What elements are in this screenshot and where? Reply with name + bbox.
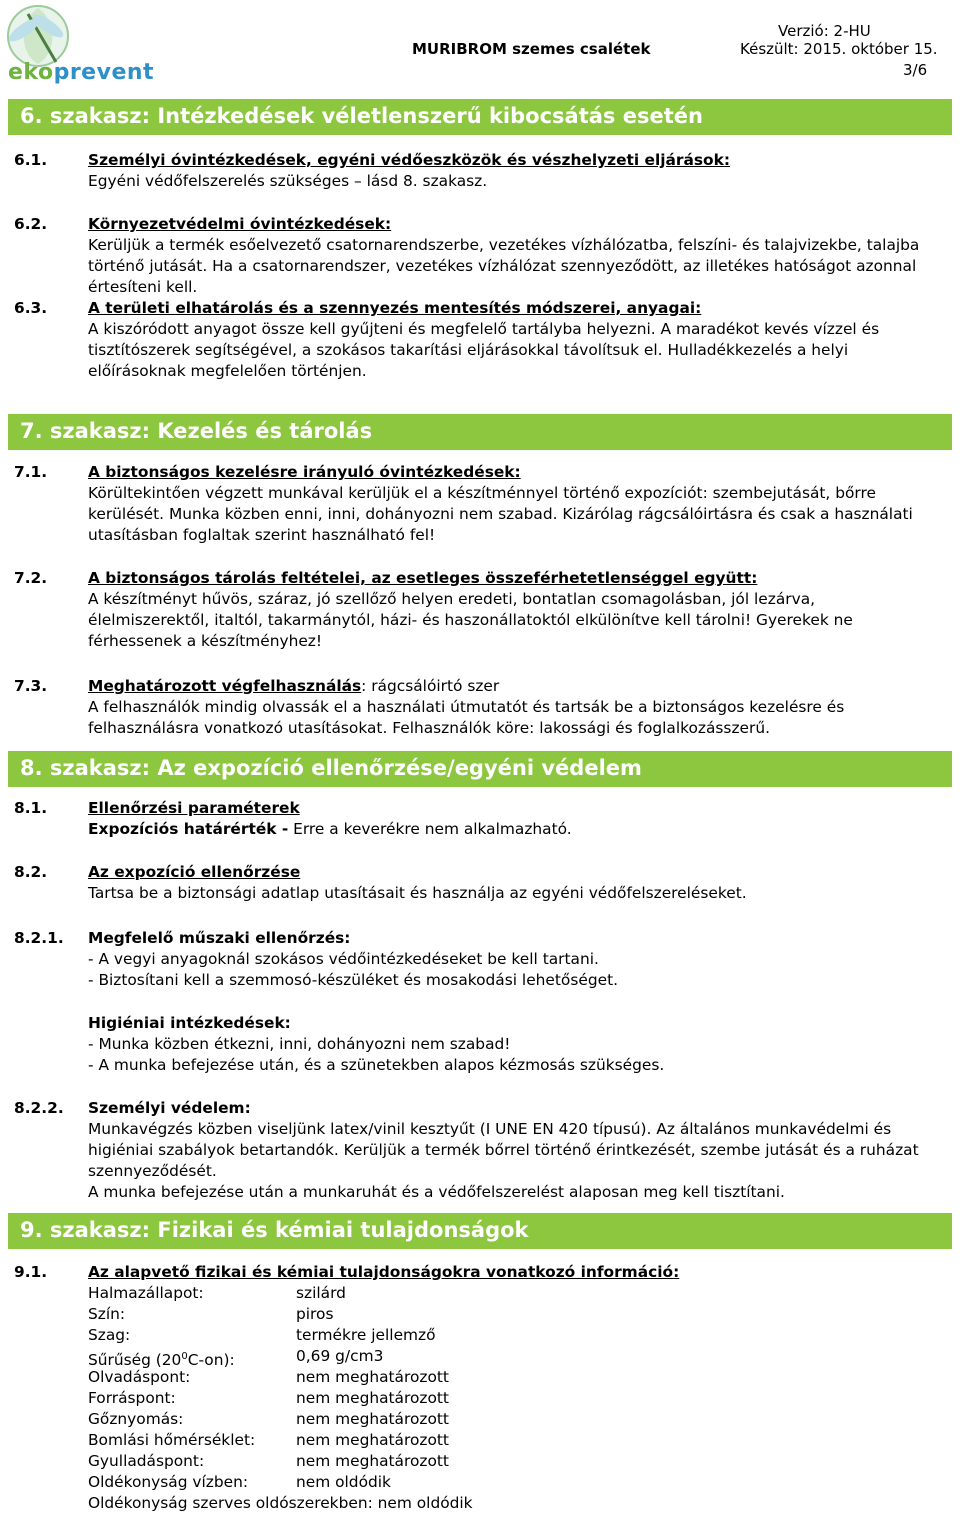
- prop-value: nem meghatározott: [296, 1389, 449, 1407]
- prop-value: szilárd: [296, 1284, 346, 1302]
- prop-value: nem meghatározott: [296, 1452, 449, 1470]
- logo: [0, 0, 170, 92]
- prop-value: 0,69 g/cm3: [296, 1347, 384, 1365]
- s72-line: A készítményt hűvös, száraz, jó szellőző helyen eredeti, bontatlan csomagolásban, jól lezárva,: [88, 590, 816, 608]
- s821-line: - Biztosítani kell a szemmosó-készüléket és mosakodási lehetőséget.: [88, 971, 618, 989]
- prop-label: Gőznyomás:: [88, 1410, 184, 1428]
- s71-line: Körültekintően végzett munkával kerüljük el a készítménnyel történő expozíciót: szembejutását, bőrre: [88, 484, 876, 502]
- s821-heading: Megfelelő műszaki ellenőrzés:: [88, 929, 351, 947]
- logo-text: ekoprevent: [8, 60, 155, 85]
- hygiene-heading: Higiéniai intézkedések:: [88, 1014, 291, 1032]
- prop-value: nem oldódik: [296, 1473, 391, 1491]
- section-9-title: 9. szakasz: Fizikai és kémiai tulajdonságok: [20, 1218, 529, 1242]
- section-8-title: 8. szakasz: Az expozíció ellenőrzése/egyéni védelem: [20, 756, 642, 780]
- s822-line: szennyeződését.: [88, 1162, 217, 1180]
- s61-heading: Személyi óvintézkedések, egyéni védőeszközök és vészhelyzeti eljárások:: [88, 151, 731, 169]
- s91-heading: Az alapvető fizikai és kémiai tulajdonságokra vonatkozó információ:: [88, 1263, 680, 1281]
- section-8-bar: [8, 751, 952, 787]
- s81-num: 8.1.: [14, 799, 48, 817]
- s822-line: higiéniai szabályok betartandók. Kerüljük a termék bőrrel történő érintkezését, szembe jutását és a ruházat: [88, 1141, 919, 1159]
- s71-line: utasításban foglaltak szerint használható fel!: [88, 526, 436, 544]
- prop-value: piros: [296, 1305, 334, 1323]
- s71-heading: A biztonságos kezelésre irányuló óvintézkedések:: [88, 463, 521, 481]
- s62-num: 6.2.: [14, 215, 48, 233]
- s73-line: felhasználásra vonatkozó utasításokat. Felhasználók köre: lakossági és foglalkozásszerű.: [88, 719, 770, 737]
- s62-line: Kerüljük a termék esőelvezető csatornarendszerbe, vezetékes vízhálózatba, felszíni- és talajvizekbe, talajba: [88, 236, 920, 254]
- prop-label: Szín:: [88, 1305, 126, 1323]
- s73-num: 7.3.: [14, 677, 48, 695]
- prop-label: Olvadáspont:: [88, 1368, 191, 1386]
- prop-value: nem meghatározott: [296, 1431, 449, 1449]
- s822-num: 8.2.2.: [14, 1099, 64, 1117]
- version: Verzió: 2-HU: [778, 22, 871, 40]
- hygiene-line: - Munka közben étkezni, inni, dohányozni nem szabad!: [88, 1035, 511, 1053]
- s822-heading: Személyi védelem:: [88, 1099, 251, 1117]
- hygiene-line: - A munka befejezése után, és a szünetekben alapos kézmosás szükséges.: [88, 1056, 665, 1074]
- s82-line: Tartsa be a biztonsági adatlap utasításait és használja az egyéni védőfelszereléseket.: [88, 884, 747, 902]
- s73-heading-rest: : rágcsálóirtó szer: [361, 677, 500, 695]
- prop-label: Szag:: [88, 1326, 131, 1344]
- page-number: 3/6: [903, 61, 928, 79]
- s61-num: 6.1.: [14, 151, 48, 169]
- s822-line: A munka befejezése után a munkaruhát és a védőfelszerelést alaposan meg kell tisztítani.: [88, 1183, 785, 1201]
- s62-heading: Környezetvédelmi óvintézkedések:: [88, 215, 392, 233]
- prop-value: termékre jellemző: [296, 1326, 436, 1344]
- prop-label: Halmazállapot:: [88, 1284, 204, 1302]
- s82-num: 8.2.: [14, 863, 48, 881]
- s822-line: Munkavégzés közben viseljünk latex/vinil kesztyűt (I UNE EN 420 típusú). Az általános munkavédelmi és: [88, 1120, 892, 1138]
- s62-line: értesíteni kell.: [88, 278, 198, 296]
- s72-heading: A biztonságos tárolás feltételei, az esetleges összeférhetetlenséggel együtt:: [88, 569, 758, 587]
- s63-num: 6.3.: [14, 299, 48, 317]
- s81-rest: Erre a keverékre nem alkalmazható.: [288, 820, 572, 838]
- s72-line: élelmiszerektől, italtól, takarmánytól, házi- és haszonállatoktól elkülönítve kell tárolni! Gyerekek ne: [88, 611, 853, 629]
- s61-line: Egyéni védőfelszerelés szükséges – lásd 8. szakasz.: [88, 172, 488, 190]
- prop-label: Sűrűség (20: [88, 1351, 182, 1370]
- prop-last-line: Oldékonyság szerves oldószerekben: nem oldódik: [88, 1494, 473, 1512]
- prop-value: nem meghatározott: [296, 1410, 449, 1428]
- section-7-bar: [8, 414, 952, 450]
- section-9-bar: [8, 1213, 952, 1249]
- s62-line: történő jutását. Ha a csatornarendszer, vezetékes vízhálózat szennyeződött, az illetékes hatóságot azonnal: [88, 257, 917, 275]
- prop-label: Forráspont:: [88, 1389, 176, 1407]
- prop-label-sup: 0: [181, 1351, 188, 1362]
- s63-line: A kiszóródott anyagot össze kell gyűjteni és megfelelő tartályba helyezni. A maradékot kevés vízzel és: [88, 320, 880, 338]
- prop-label: Oldékonyság vízben:: [88, 1473, 249, 1491]
- s91-num: 9.1.: [14, 1263, 48, 1281]
- s73-heading-row: [88, 676, 499, 697]
- s73-line: A felhasználók mindig olvassák el a használati útmutatót és tartsák be a biztonságos kezelésre és: [88, 698, 845, 716]
- product-name: MURIBROM szemes csalétek: [412, 40, 651, 58]
- section-6-bar: [8, 99, 952, 135]
- created-date: Készült: 2015. október 15.: [740, 40, 938, 58]
- s72-line: férhessenek a készítményhez!: [88, 632, 323, 650]
- prop-label: Bomlási hőmérséklet:: [88, 1431, 256, 1449]
- prop-label: Gyulladáspont:: [88, 1452, 205, 1470]
- prop-value: nem meghatározott: [296, 1368, 449, 1386]
- s71-num: 7.1.: [14, 463, 48, 481]
- section-6-title: 6. szakasz: Intézkedések véletlenszerű kibocsátás esetén: [20, 104, 703, 128]
- s821-line: - A vegyi anyagoknál szokásos védőintézkedéseket be kell tartani.: [88, 950, 599, 968]
- s71-line: kerülését. Munka közben enni, inni, dohányozni nem szabad. Kizárólag rágcsálóirtásra és csak a használati: [88, 505, 913, 523]
- s81-bold: Expozíciós határérték -: [88, 820, 289, 838]
- s82-heading: Az expozíció ellenőrzése: [88, 863, 301, 881]
- s81-line: [88, 819, 572, 840]
- s73-heading: Meghatározott végfelhasználás: [88, 677, 362, 695]
- s72-num: 7.2.: [14, 569, 48, 587]
- s81-heading: Ellenőrzési paraméterek: [88, 799, 300, 817]
- section-7-title: 7. szakasz: Kezelés és tárolás: [20, 419, 373, 443]
- s63-line: tisztítószerek segítségével, a szokásos takarítási eljárásokkal távolítsuk el. Hulladékkezelés a helyi: [88, 341, 849, 359]
- prop-label-rest: C-on):: [187, 1351, 235, 1370]
- s63-line: előírásoknak megfelelően történjen.: [88, 362, 367, 380]
- s821-num: 8.2.1.: [14, 929, 64, 947]
- s63-heading: A területi elhatárolás és a szennyezés mentesítés módszerei, anyagai:: [88, 299, 702, 317]
